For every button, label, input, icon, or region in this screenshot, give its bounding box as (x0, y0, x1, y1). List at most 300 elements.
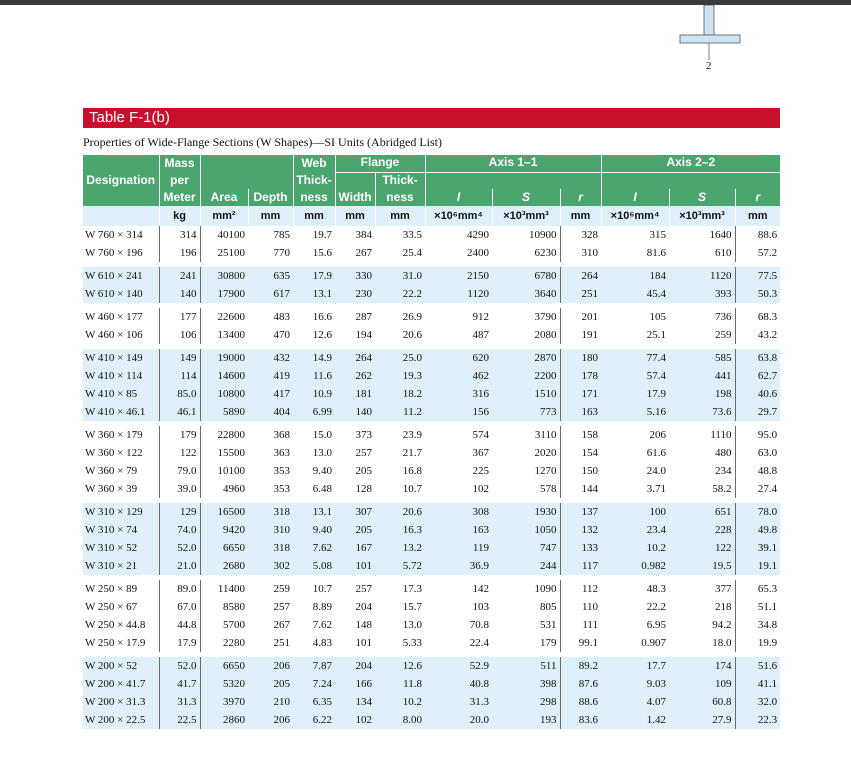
value-cell: 128 (355, 483, 372, 495)
value-cell: 4.83 (312, 637, 332, 649)
value-cell: 234 (715, 465, 732, 477)
header-i-2: I (601, 189, 669, 206)
value-cell: 8.89 (312, 601, 332, 613)
value-cell: 511 (492, 657, 560, 675)
designation-cell: W 250 × 89 (85, 583, 138, 595)
table-row (83, 349, 780, 367)
value-cell: 20.0 (425, 711, 492, 729)
value-cell: 205 (355, 465, 372, 477)
value-cell: 3790 (534, 311, 557, 323)
value-cell: 6.35 (293, 693, 335, 711)
value-cell: 22.2 (646, 601, 667, 613)
value-cell: 25100 (200, 244, 248, 262)
table-row (83, 226, 780, 244)
value-cell: 432 (248, 349, 293, 367)
table-row (83, 385, 780, 403)
value-cell: 0.982 (601, 557, 669, 575)
designation-cell: W 250 × 67 (85, 601, 138, 613)
value-cell: 12.6 (312, 329, 332, 341)
value-cell: 6230 (534, 247, 557, 259)
value-cell: 144 (560, 480, 601, 498)
value-cell: 25.1 (646, 329, 667, 341)
header-flange-width: Width (335, 189, 375, 206)
value-cell: 244 (492, 557, 560, 575)
value-cell: 51.1 (735, 598, 780, 616)
value-cell: 137 (560, 503, 601, 521)
value-cell: 184 (601, 267, 669, 285)
value-cell: 393 (669, 285, 735, 303)
value-cell: 33.5 (402, 229, 423, 241)
value-cell: 4290 (467, 229, 490, 241)
value-cell: 50.3 (735, 285, 780, 303)
value-cell: 262 (335, 367, 375, 385)
value-cell: 302 (248, 557, 293, 575)
value-cell: 218 (715, 601, 732, 613)
properties-table (83, 155, 780, 729)
header-flange-thick-2: ness (375, 189, 425, 206)
designation-cell: W 460 × 177 (85, 311, 143, 323)
table-row (83, 267, 780, 285)
value-cell: 67.0 (159, 598, 200, 616)
value-cell: 74.0 (159, 521, 200, 539)
table-row (83, 480, 780, 498)
value-cell: 462 (425, 367, 492, 385)
value-cell: 102 (472, 483, 490, 495)
value-cell: 198 (669, 385, 735, 403)
value-cell: 6.95 (646, 619, 667, 631)
value-cell: 22600 (200, 308, 248, 326)
table-row (83, 367, 780, 385)
value-cell: 48.8 (735, 462, 780, 480)
value-cell: 17.3 (402, 583, 423, 595)
value-cell: 3970 (200, 693, 248, 711)
value-cell: 267 (273, 619, 290, 631)
value-cell: 63.8 (735, 349, 780, 367)
value-cell: 487 (472, 329, 490, 341)
value-cell: 77.5 (735, 267, 780, 285)
table-row (83, 675, 780, 693)
value-cell: 17900 (200, 285, 248, 303)
value-cell: 174 (669, 657, 735, 675)
value-cell: 16.3 (375, 521, 425, 539)
value-cell: 87.6 (560, 675, 601, 693)
value-cell: 310 (560, 244, 601, 262)
value-cell: 196 (159, 244, 200, 262)
designation-cell: W 610 × 241 (83, 267, 159, 285)
value-cell: 17.9 (159, 634, 200, 652)
value-cell: 27.9 (669, 711, 735, 729)
header-flange: Flange (335, 155, 425, 172)
unit-cell: mm (335, 206, 375, 226)
value-cell: 163 (425, 521, 492, 539)
value-cell: 25.4 (402, 247, 423, 259)
value-cell: 22.3 (735, 711, 780, 729)
value-cell: 2150 (425, 267, 492, 285)
value-cell: 1510 (492, 385, 560, 403)
table-row (83, 557, 780, 575)
value-cell: 5.33 (402, 637, 423, 649)
designation-cell: W 410 × 149 (83, 349, 159, 367)
value-cell: 158 (560, 426, 601, 444)
value-cell: 15.0 (312, 429, 332, 441)
value-cell: 5700 (200, 616, 248, 634)
value-cell: 81.6 (646, 247, 667, 259)
value-cell: 110 (560, 598, 601, 616)
value-cell: 2280 (200, 634, 248, 652)
value-cell: 314 (159, 226, 200, 244)
header-web-1: Web (293, 155, 335, 172)
value-cell: 88.6 (735, 226, 780, 244)
designation-cell: W 360 × 39 (85, 483, 138, 495)
value-cell: 101 (335, 557, 375, 575)
designation-cell: W 200 × 41.7 (83, 675, 159, 693)
value-cell: 257 (355, 447, 372, 459)
value-cell: 805 (540, 601, 557, 613)
value-cell: 225 (472, 465, 490, 477)
table-row (83, 521, 780, 539)
value-cell: 574 (472, 429, 490, 441)
value-cell: 43.2 (735, 326, 780, 344)
value-cell: 70.8 (469, 619, 490, 631)
value-cell: 16500 (200, 503, 248, 521)
value-cell: 40100 (200, 226, 248, 244)
designation-cell: W 360 × 179 (85, 429, 143, 441)
value-cell: 12.6 (375, 657, 425, 675)
value-cell: 5320 (200, 675, 248, 693)
value-cell: 480 (715, 447, 732, 459)
value-cell: 194 (355, 329, 372, 341)
value-cell: 122 (669, 539, 735, 557)
value-cell: 6650 (200, 657, 248, 675)
value-cell: 206 (649, 429, 667, 441)
value-cell: 205 (335, 521, 375, 539)
value-cell: 180 (560, 349, 601, 367)
value-cell: 83.6 (560, 711, 601, 729)
value-cell: 1090 (534, 583, 557, 595)
value-cell: 65.3 (735, 580, 780, 598)
value-cell: 166 (335, 675, 375, 693)
value-cell: 10.2 (601, 539, 669, 557)
value-cell: 14.9 (293, 349, 335, 367)
value-cell: 57.4 (601, 367, 669, 385)
value-cell: 140 (159, 285, 200, 303)
value-cell: 19.1 (735, 557, 780, 575)
value-cell: 18.2 (375, 385, 425, 403)
value-cell: 58.2 (712, 483, 732, 495)
designation-cell: W 360 × 79 (85, 465, 138, 477)
value-cell: 29.7 (735, 403, 780, 421)
value-cell: 48.3 (646, 583, 667, 595)
value-cell: 52.0 (159, 539, 200, 557)
value-cell: 16.8 (402, 465, 423, 477)
designation-cell: W 310 × 21 (83, 557, 159, 575)
value-cell: 41.7 (159, 675, 200, 693)
value-cell: 7.87 (293, 657, 335, 675)
units-row (83, 206, 780, 226)
value-cell: 11.8 (375, 675, 425, 693)
value-cell: 60.8 (669, 693, 735, 711)
value-cell: 2080 (534, 329, 557, 341)
value-cell: 3.71 (646, 483, 667, 495)
value-cell: 15.6 (312, 247, 332, 259)
value-cell: 99.1 (560, 634, 601, 652)
value-cell: 148 (355, 619, 372, 631)
value-cell: 10100 (200, 462, 248, 480)
value-cell: 119 (425, 539, 492, 557)
value-cell: 259 (715, 329, 732, 341)
table-row (83, 426, 780, 444)
table-row (83, 326, 780, 344)
header-s-1: S (492, 189, 560, 206)
value-cell: 88.6 (560, 693, 601, 711)
value-cell: 150 (560, 462, 601, 480)
value-cell: 30800 (200, 267, 248, 285)
value-cell: 179 (540, 637, 557, 649)
value-cell: 85.0 (159, 385, 200, 403)
value-cell: 2200 (492, 367, 560, 385)
value-cell: 21.0 (159, 557, 200, 575)
value-cell: 163 (560, 403, 601, 421)
value-cell: 912 (472, 311, 490, 323)
value-cell: 5.08 (293, 557, 335, 575)
value-cell: 264 (335, 349, 375, 367)
value-cell: 5890 (200, 403, 248, 421)
value-cell: 156 (425, 403, 492, 421)
value-cell: 122 (159, 444, 200, 462)
value-cell: 0.907 (641, 637, 667, 649)
designation-cell: W 410 × 114 (83, 367, 159, 385)
designation-cell: W 200 × 52 (83, 657, 159, 675)
value-cell: 1270 (534, 465, 557, 477)
value-cell: 89.0 (159, 580, 200, 598)
value-cell: 6780 (492, 267, 560, 285)
value-cell: 10800 (200, 385, 248, 403)
value-cell: 154 (560, 444, 601, 462)
value-cell: 57.2 (735, 244, 780, 262)
header-mass-1: Mass (159, 155, 200, 172)
header-axis-1-1: Axis 1–1 (425, 155, 601, 172)
value-cell: 109 (669, 675, 735, 693)
table-row (83, 285, 780, 303)
value-cell: 10.9 (293, 385, 335, 403)
value-cell: 52.9 (425, 657, 492, 675)
value-cell: 134 (335, 693, 375, 711)
value-cell: 251 (560, 285, 601, 303)
unit-cell: ×10⁶mm⁴ (425, 206, 492, 226)
value-cell: 19000 (200, 349, 248, 367)
value-cell: 39.1 (735, 539, 780, 557)
table-row (83, 616, 780, 634)
header-flange-thick-1: Thick- (375, 172, 425, 189)
value-cell: 9.40 (293, 521, 335, 539)
value-cell: 36.9 (425, 557, 492, 575)
value-cell: 10900 (529, 229, 557, 241)
value-cell: 112 (560, 580, 601, 598)
value-cell: 20.6 (402, 329, 423, 341)
value-cell: 483 (273, 311, 290, 323)
value-cell: 22.2 (375, 285, 425, 303)
unit-cell: ×10³mm³ (669, 206, 735, 226)
table-row (83, 598, 780, 616)
value-cell: 257 (273, 601, 290, 613)
value-cell: 8580 (200, 598, 248, 616)
designation-cell: W 760 × 314 (85, 229, 143, 241)
table-row (83, 693, 780, 711)
value-cell: 404 (248, 403, 293, 421)
designation-cell: W 200 × 31.3 (83, 693, 159, 711)
value-cell: 610 (715, 247, 732, 259)
value-cell: 13.0 (402, 619, 423, 631)
value-cell: 373 (355, 429, 372, 441)
header-s-2: S (669, 189, 735, 206)
value-cell: 353 (273, 483, 290, 495)
value-cell: 61.6 (646, 447, 667, 459)
header-axis-2-2: Axis 2–2 (601, 155, 780, 172)
value-cell: 167 (335, 539, 375, 557)
value-cell: 1120 (425, 285, 492, 303)
unit-cell: ×10⁶mm⁴ (601, 206, 669, 226)
table-row (83, 308, 780, 326)
table-row (83, 711, 780, 729)
value-cell: 204 (355, 601, 372, 613)
value-cell: 2680 (200, 557, 248, 575)
value-cell: 770 (273, 247, 290, 259)
axis-2-label: 2 (706, 60, 712, 72)
unit-cell: mm (248, 206, 293, 226)
table-row (83, 244, 780, 262)
value-cell: 470 (273, 329, 290, 341)
value-cell: 11400 (200, 580, 248, 598)
header-depth: Depth (248, 189, 293, 206)
value-cell: 16.6 (312, 311, 332, 323)
value-cell: 21.7 (402, 447, 423, 459)
header-web-2: Thick- (293, 172, 335, 189)
value-cell: 353 (273, 465, 290, 477)
value-cell: 419 (248, 367, 293, 385)
value-cell: 7.62 (293, 539, 335, 557)
value-cell: 363 (273, 447, 290, 459)
value-cell: 257 (355, 583, 372, 595)
value-cell: 11.6 (293, 367, 335, 385)
value-cell: 10.7 (402, 483, 423, 495)
value-cell: 40.8 (425, 675, 492, 693)
value-cell: 25.0 (375, 349, 425, 367)
value-cell: 44.8 (159, 616, 200, 634)
designation-cell: W 610 × 140 (83, 285, 159, 303)
value-cell: 308 (425, 503, 492, 521)
value-cell: 23.4 (601, 521, 669, 539)
header-i-1: I (425, 189, 492, 206)
header-r-2: r (735, 189, 780, 206)
value-cell: 13.1 (293, 503, 335, 521)
value-cell: 1.42 (601, 711, 669, 729)
designation-cell: W 410 × 85 (83, 385, 159, 403)
value-cell: 51.6 (735, 657, 780, 675)
value-cell: 39.0 (159, 480, 200, 498)
unit-cell: mm (375, 206, 425, 226)
designation-cell: W 250 × 17.9 (85, 637, 146, 649)
value-cell: 6.22 (293, 711, 335, 729)
value-cell: 298 (492, 693, 560, 711)
value-cell: 6.99 (293, 403, 335, 421)
value-cell: 10.7 (312, 583, 332, 595)
value-cell: 27.4 (735, 480, 780, 498)
value-cell: 52.0 (159, 657, 200, 675)
value-cell: 20.6 (375, 503, 425, 521)
value-cell: 9420 (200, 521, 248, 539)
value-cell: 19.9 (735, 634, 780, 652)
value-cell: 100 (601, 503, 669, 521)
value-cell: 40.6 (735, 385, 780, 403)
value-cell: 13.1 (293, 285, 335, 303)
table-row (83, 503, 780, 521)
value-cell: 11.2 (375, 403, 425, 421)
value-cell: 13400 (200, 326, 248, 344)
value-cell: 62.7 (735, 367, 780, 385)
value-cell: 204 (335, 657, 375, 675)
value-cell: 417 (248, 385, 293, 403)
value-cell: 318 (248, 539, 293, 557)
value-cell: 2870 (492, 349, 560, 367)
value-cell: 330 (335, 267, 375, 285)
value-cell: 114 (159, 367, 200, 385)
header-mass-3: Meter (159, 189, 200, 206)
value-cell: 264 (560, 267, 601, 285)
value-cell: 22.4 (469, 637, 490, 649)
value-cell: 1050 (492, 521, 560, 539)
value-cell: 307 (335, 503, 375, 521)
value-cell: 77.4 (601, 349, 669, 367)
value-cell: 181 (335, 385, 375, 403)
designation-cell: W 310 × 129 (83, 503, 159, 521)
value-cell: 41.1 (735, 675, 780, 693)
w-shape-cross-section-diagram (660, 5, 760, 85)
value-cell: 22800 (200, 426, 248, 444)
value-cell: 773 (492, 403, 560, 421)
value-cell: 206 (248, 711, 293, 729)
value-cell: 31.0 (375, 267, 425, 285)
value-cell: 101 (355, 637, 372, 649)
value-cell: 328 (560, 226, 601, 244)
table-body (83, 226, 780, 729)
value-cell: 129 (159, 503, 200, 521)
value-cell: 398 (492, 675, 560, 693)
value-cell: 9.40 (312, 465, 332, 477)
value-cell: 19.3 (375, 367, 425, 385)
value-cell: 78.0 (735, 503, 780, 521)
value-cell: 6.48 (312, 483, 332, 495)
designation-cell: W 200 × 22.5 (83, 711, 159, 729)
table-row (83, 657, 780, 675)
value-cell: 106 (159, 326, 200, 344)
value-cell: 24.0 (646, 465, 667, 477)
value-cell: 316 (425, 385, 492, 403)
value-cell: 17.9 (293, 267, 335, 285)
header-designation: Designation (83, 155, 159, 206)
value-cell: 9.03 (601, 675, 669, 693)
value-cell: 377 (715, 583, 732, 595)
value-cell: 6650 (200, 539, 248, 557)
table-header (83, 155, 780, 226)
value-cell: 2020 (534, 447, 557, 459)
value-cell: 259 (273, 583, 290, 595)
value-cell: 79.0 (159, 462, 200, 480)
value-cell: 15.7 (402, 601, 423, 613)
value-cell: 2400 (467, 247, 490, 259)
value-cell: 26.9 (402, 311, 423, 323)
table-row (83, 634, 780, 652)
value-cell: 177 (159, 308, 200, 326)
